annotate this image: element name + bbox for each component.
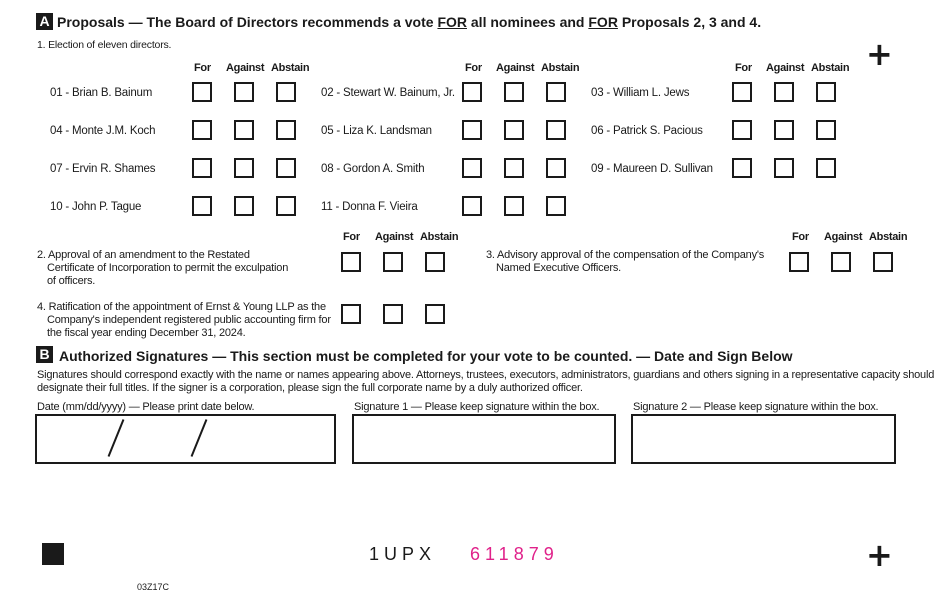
col-abstain-1: Abstain <box>271 62 310 74</box>
nominee-08: 08 - Gordon A. Smith <box>321 163 425 175</box>
proposal-2-abstain-checkbox[interactable] <box>425 252 445 272</box>
proposal-2-text: 2. Approval of an amendment to the Restated Certificate of Incorporation to permit the exculpation of officers. <box>37 249 289 287</box>
proposal-2-for-checkbox[interactable] <box>341 252 361 272</box>
nominee-08-for-checkbox[interactable] <box>462 158 482 178</box>
nominee-04-against-checkbox[interactable] <box>234 120 254 140</box>
nominee-06-against-checkbox[interactable] <box>774 120 794 140</box>
nominee-03: 03 - William L. Jews <box>591 87 690 99</box>
nominee-06-for-checkbox[interactable] <box>732 120 752 140</box>
nominee-10-abstain-checkbox[interactable] <box>276 196 296 216</box>
proposal-3-for-checkbox[interactable] <box>789 252 809 272</box>
col-abstain-p3: Abstain <box>869 231 908 243</box>
nominee-02-against-checkbox[interactable] <box>504 82 524 102</box>
proposal-3-text: 3. Advisory approval of the compensation of the Company's Named Executive Officers. <box>486 249 765 274</box>
signature-1-label: Signature 1 — Please keep signature within the box. <box>354 401 600 413</box>
date-label: Date (mm/dd/yyyy) — Please print date below. <box>37 401 255 413</box>
registration-square <box>42 543 64 565</box>
form-code: 1UPX <box>369 544 437 564</box>
col-against-3: Against <box>766 62 805 74</box>
nominee-01-against-checkbox[interactable] <box>234 82 254 102</box>
registration-mark-bottom: + <box>866 536 893 574</box>
signature-instructions: Signatures should correspond exactly with the name or names appearing above. Attorneys, trustees, executors, administrators, guardians and others signing in a representative capacity should designate their full titles. If the signer is a corporation, please sign the full corporate name by a duly authorized officer. <box>37 369 935 394</box>
col-abstain-3: Abstain <box>811 62 850 74</box>
nominee-05-against-checkbox[interactable] <box>504 120 524 140</box>
nominee-01-for-checkbox[interactable] <box>192 82 212 102</box>
signature-1-box[interactable] <box>352 414 616 464</box>
election-label: 1. Election of eleven directors. <box>37 39 172 51</box>
signature-2-label: Signature 2 — Please keep signature within the box. <box>633 401 879 413</box>
nominee-08-abstain-checkbox[interactable] <box>546 158 566 178</box>
nominee-03-abstain-checkbox[interactable] <box>816 82 836 102</box>
nominee-07-for-checkbox[interactable] <box>192 158 212 178</box>
proposal-4-against-checkbox[interactable] <box>383 304 403 324</box>
nominee-01-abstain-checkbox[interactable] <box>276 82 296 102</box>
registration-mark-top: + <box>866 35 893 73</box>
nominee-07-abstain-checkbox[interactable] <box>276 158 296 178</box>
nominee-06: 06 - Patrick S. Pacious <box>591 125 703 137</box>
nominee-10-for-checkbox[interactable] <box>192 196 212 216</box>
nominee-02: 02 - Stewart W. Bainum, Jr. <box>321 87 455 99</box>
nominee-05: 05 - Liza K. Landsman <box>321 125 432 137</box>
nominee-11: 11 - Donna F. Vieira <box>321 201 418 213</box>
nominee-03-for-checkbox[interactable] <box>732 82 752 102</box>
date-box[interactable] <box>35 414 336 464</box>
date-separator-2 <box>191 419 208 457</box>
proposal-4-for-checkbox[interactable] <box>341 304 361 324</box>
nominee-02-abstain-checkbox[interactable] <box>546 82 566 102</box>
nominee-07: 07 - Ervin R. Shames <box>50 163 156 175</box>
proposal-4-abstain-checkbox[interactable] <box>425 304 445 324</box>
nominee-11-for-checkbox[interactable] <box>462 196 482 216</box>
nominee-02-for-checkbox[interactable] <box>462 82 482 102</box>
nominee-04-for-checkbox[interactable] <box>192 120 212 140</box>
section-b-title: Authorized Signatures — This section must be completed for your vote to be counted. — Date and Sign Below <box>59 348 793 364</box>
col-abstain-2: Abstain <box>541 62 580 74</box>
proposal-2-against-checkbox[interactable] <box>383 252 403 272</box>
col-for-p2: For <box>343 231 360 243</box>
section-b-badge: B <box>36 346 53 363</box>
col-against-1: Against <box>226 62 265 74</box>
col-abstain-p2: Abstain <box>420 231 459 243</box>
nominee-11-against-checkbox[interactable] <box>504 196 524 216</box>
date-separator-1 <box>108 419 125 457</box>
proposal-3-abstain-checkbox[interactable] <box>873 252 893 272</box>
col-for-3: For <box>735 62 752 74</box>
form-id: 03Z17C <box>137 582 170 592</box>
nominee-11-abstain-checkbox[interactable] <box>546 196 566 216</box>
nominee-08-against-checkbox[interactable] <box>504 158 524 178</box>
col-for-2: For <box>465 62 482 74</box>
nominee-03-against-checkbox[interactable] <box>774 82 794 102</box>
nominee-10: 10 - John P. Tague <box>50 201 142 213</box>
nominee-10-against-checkbox[interactable] <box>234 196 254 216</box>
nominee-06-abstain-checkbox[interactable] <box>816 120 836 140</box>
nominee-09-against-checkbox[interactable] <box>774 158 794 178</box>
section-a-badge: A <box>36 13 53 30</box>
nominee-09-abstain-checkbox[interactable] <box>816 158 836 178</box>
nominee-04: 04 - Monte J.M. Koch <box>50 125 156 137</box>
col-for-1: For <box>194 62 211 74</box>
col-against-p2: Against <box>375 231 414 243</box>
nominee-01: 01 - Brian B. Bainum <box>50 87 153 99</box>
nominee-04-abstain-checkbox[interactable] <box>276 120 296 140</box>
nominee-05-abstain-checkbox[interactable] <box>546 120 566 140</box>
proposal-3-against-checkbox[interactable] <box>831 252 851 272</box>
control-number: 611879 <box>470 544 559 564</box>
col-for-p3: For <box>792 231 809 243</box>
nominee-07-against-checkbox[interactable] <box>234 158 254 178</box>
nominee-09: 09 - Maureen D. Sullivan <box>591 163 713 175</box>
col-against-2: Against <box>496 62 535 74</box>
signature-2-box[interactable] <box>631 414 896 464</box>
proposal-4-text: 4. Ratification of the appointment of Ernst & Young LLP as the Company's independent registered public accounting firm for the fiscal year ending December 31, 2024. <box>37 301 331 339</box>
nominee-09-for-checkbox[interactable] <box>732 158 752 178</box>
col-against-p3: Against <box>824 231 863 243</box>
section-a-title: Proposals — The Board of Directors recommends a vote FOR all nominees and FOR Proposals 2, 3 and 4. <box>57 14 762 30</box>
nominee-05-for-checkbox[interactable] <box>462 120 482 140</box>
